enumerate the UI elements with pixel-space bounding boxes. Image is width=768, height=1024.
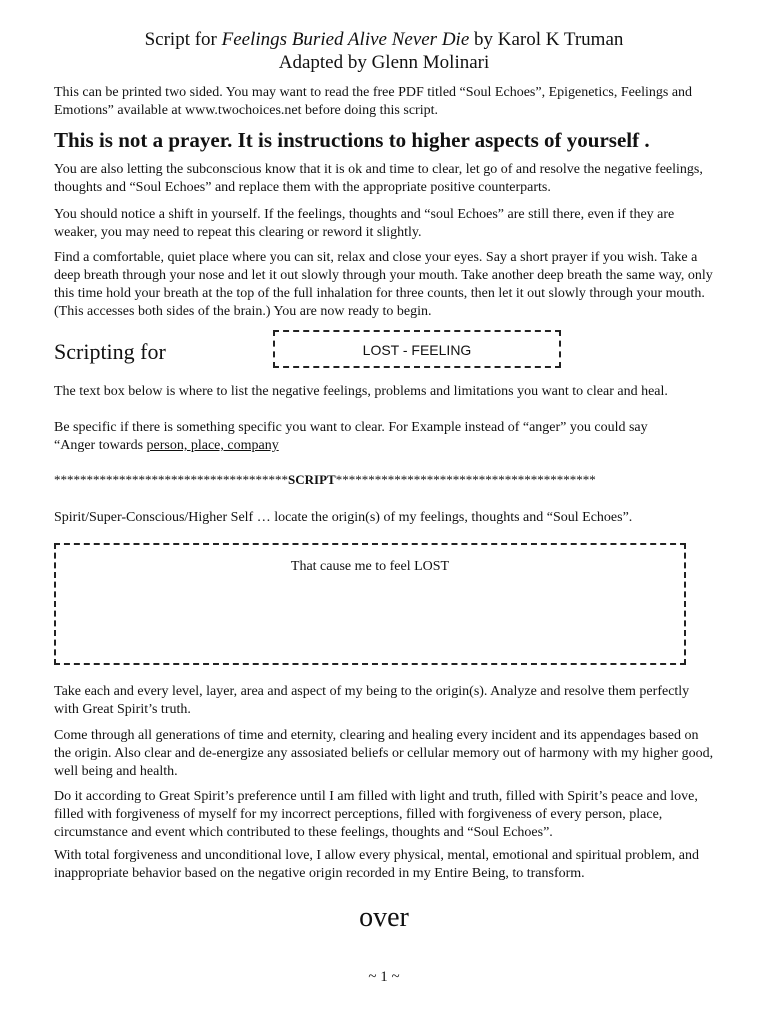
anger-example-prefix: “Anger towards bbox=[54, 438, 147, 453]
document-title bbox=[0, 29, 768, 51]
feelings-text-box bbox=[54, 543, 686, 665]
book-title: Feelings Buried Alive Never Die bbox=[221, 29, 470, 50]
title-prefix: Script for bbox=[144, 29, 222, 50]
instructions-line-1: The text box below is where to list the negative feelings, problems and limitations you want to clear and heal. bbox=[54, 384, 668, 399]
paragraph-subconscious: You are also letting the subconscious know that it is ok and time to clear, let go of and resolve the negative feelings, thoughts and “Soul Echoes” and replace them with the appropriate positive counterparts. bbox=[54, 162, 703, 195]
script-paragraph-forgiveness: With total forgiveness and unconditional love, I allow every physical, mental, emotional and spiritual problem, and inappropriate behavior based on the negative origin recorded in my Entire Being, to transform. bbox=[54, 848, 699, 881]
script-paragraph-generations: Come through all generations of time and eternity, clearing and healing every incident and its appendages based on the origin. Also clear and de-energize any assosiated beliefs or cellular memory out of harmony with my higher good, well being and health. bbox=[54, 728, 714, 779]
paragraph-shift: You should notice a shift in yourself. If the feelings, thoughts and “soul Echoes” are still there, even if they are weaker, you may need to repeat this clearing or reword it slightly. bbox=[54, 207, 675, 240]
print-note: This can be printed two sided. You may want to read the free PDF titled “Soul Echoes”, Epigenetics, Feelings and Emotions” available at www.twochoices.net before doing this script. bbox=[54, 85, 693, 118]
main-heading: This is not a prayer. It is instructions to higher aspects of yourself . bbox=[54, 128, 650, 152]
paragraph-relax: Find a comfortable, quiet place where you can sit, relax and close your eyes. Say a short prayer if you wish. Take a deep breath through your nose and let it out slowly through your mouth. Take another deep breath the same way, only this time hold your breath at the top of the full inhalation for three counts, then let it out slowly through your mouth. (This accesses both sides of the brain.) You are now ready to begin. bbox=[54, 250, 713, 319]
script-label: SCRIPT bbox=[288, 472, 336, 487]
title-suffix: by Karol K Truman bbox=[469, 29, 624, 50]
instructions-line-2: Be specific if there is something specific you want to clear. For Example instead of “anger” you could say bbox=[54, 420, 648, 435]
instructions-line-3 bbox=[54, 437, 716, 455]
script-paragraph-levels: Take each and every level, layer, area and aspect of my being to the origin(s). Analyze and resolve them perfectly with Great Spirit’s truth. bbox=[54, 684, 690, 717]
stars-right: **************************************** bbox=[335, 472, 596, 487]
script-invocation: Spirit/Super-Conscious/Higher Self … locate the origin(s) of my feelings, thoughts and “Soul Echoes”. bbox=[54, 510, 633, 525]
scripting-for-label: Scripting for bbox=[54, 339, 166, 364]
page-number: ~ 1 ~ bbox=[368, 969, 400, 985]
anger-example-underlined: person, place, company bbox=[146, 438, 279, 453]
script-paragraph-preference: Do it according to Great Spirit’s preference until I am filled with light and truth, filled with Spirit’s peace and love, filled with forgiveness of myself for my incorrect perceptions, filled with forgiveness of every person, place, circumstance and event which contributed to these feelings, thoughts and “Soul Echoes”. bbox=[54, 789, 698, 840]
feeling-box: LOST - FEELING bbox=[273, 330, 561, 368]
script-divider bbox=[54, 471, 716, 489]
stars-left: ************************************ bbox=[54, 472, 288, 487]
over-label: over bbox=[359, 902, 409, 933]
feelings-box-text: That cause me to feel LOST bbox=[290, 559, 450, 574]
document-subtitle: Adapted by Glenn Molinari bbox=[278, 52, 490, 73]
